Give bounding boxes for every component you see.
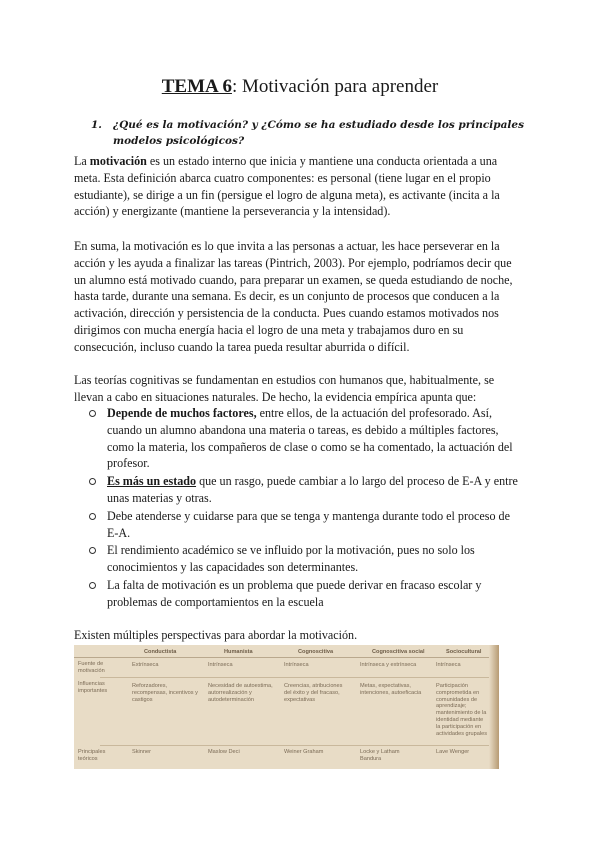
- table-header: [74, 647, 499, 658]
- paragraph-summary: En suma, la motivación es lo que invita a las personas a actuar, les hace perseverar en la acción y les ayuda a finalizar las tareas (Pintrich, 2003). Por ejemplo, podríamos decir que un alumno está motivado cuando, para preparar un examen, se queda estudiando de noche, hasta tarde, durante una semana. Es decir, es un conjunto de procesos que conducen a la activación, dirección y persistencia de la conducta. Pues cuando estamos motivados nos dirigimos con mucha energía hacia el logro de una meta y trabajamos duro en su consecución, incluso cuando la tarea pueda resultar aburrida o difícil.: [74, 239, 513, 354]
- table-header-cell: Cognoscitiva: [298, 649, 334, 655]
- table-row-divider: [100, 677, 499, 678]
- list-item-bold: Es más un estado: [107, 474, 197, 489]
- table-image-shadow-edge: [489, 645, 499, 769]
- page-title: [0, 74, 600, 100]
- table-cell: Lave Wenger: [436, 749, 470, 755]
- title-rest: : Motivación para aprender: [231, 76, 439, 97]
- question-heading: [93, 117, 533, 149]
- bullet-circle-icon: [89, 547, 96, 554]
- list-item: [74, 508, 524, 542]
- table-cell: Weiner Graham: [284, 749, 324, 755]
- table-cell: Participación comprometida en comunidades de aprendizaje; mantenimiento de la identidad mediante la participación en actividades grupales: [436, 683, 487, 737]
- table-row-label: Fuente de motivación: [78, 661, 105, 674]
- list-item-text: La falta de motivación es un problema que puede derivar en fracaso escolar y problemas de comportamientos en la escuela: [107, 577, 482, 609]
- para1-bold-term: motivación: [89, 154, 147, 168]
- question-number: 1.: [91, 119, 102, 131]
- table-header-cell: Sociocultural: [446, 649, 482, 655]
- bullet-circle-icon: [89, 478, 96, 485]
- list-item: [74, 405, 524, 472]
- table-cell: Creencias, atribuciones del éxito y del fracaso, expectativas: [284, 683, 343, 703]
- table-cell: Reforzadores, recompensas, incentivos y castigos: [132, 683, 198, 703]
- table-header-cell: Humanista: [224, 649, 253, 655]
- perspectives-table-image: [74, 645, 499, 769]
- para1-lead: La: [74, 154, 90, 168]
- table-cell: Intrínseca: [284, 662, 309, 668]
- table-cell: Intrínseca: [208, 662, 233, 668]
- table-cell: Metas, expectativas, intenciones, autoeficacia: [360, 683, 422, 696]
- paragraph-perspectives: Existen múltiples perspectivas para abordar la motivación.: [74, 628, 358, 642]
- list-item: [74, 542, 524, 576]
- list-item: [74, 577, 524, 611]
- table-cell: Extrínseca: [132, 662, 159, 668]
- paragraph-cognitive-theories: Las teorías cognitivas se fundamentan en estudios con humanos que, habitualmente, se llevan a cabo en situaciones naturales. De hecho, la evidencia empírica apunta que:: [74, 373, 495, 404]
- table-cell: Necesidad de autoestima, autorrealización y autodeterminación: [208, 683, 273, 703]
- table-row-label: Principales teóricos: [78, 749, 106, 762]
- table-cell: Maslow Deci: [208, 749, 240, 755]
- list-item-text: Debe atenderse y cuidarse para que se tenga y mantenga durante todo el proceso de E-A.: [107, 508, 510, 540]
- question-text: ¿Qué es la motivación? y ¿Cómo se ha estudiado desde los principales modelos psicológicos?: [113, 119, 525, 147]
- bullet-circle-icon: [89, 582, 96, 589]
- list-item-text: que un rasgo, puede cambiar a lo largo del proceso de E-A y entre unas materias y otras.: [107, 474, 518, 505]
- bullet-circle-icon: [89, 410, 96, 417]
- list-item-text: El rendimiento académico se ve influido por la motivación, pues no solo los conocimientos y las capacidades son determinantes.: [107, 543, 475, 575]
- table-cell: Skinner: [132, 749, 151, 755]
- list-item-bold: Depende de muchos factores,: [107, 406, 257, 420]
- list-item-text: entre ellos, de la actuación del profesorado. Así, cuando un alumno abandona una materia o tareas, es debido a múltiples factores, como la materia, los compañeros de clase o como se ha comentado, la actuación del profesor.: [107, 406, 513, 471]
- bullet-circle-icon: [89, 513, 96, 520]
- list-item: [74, 473, 524, 507]
- table-header-cell: Cognoscitiva social: [372, 649, 425, 655]
- table-header-cell: Conductista: [144, 649, 177, 655]
- para1-rest: es un estado interno que inicia y mantiene una conducta orientada a una meta. Esta definición abarca cuatro componentes: es personal (tiene lugar en el propio estudiante), se dirige a un fin (persigue el logro de alguna meta), es activante (incita a la acción) y energizante (mantiene la perseverancia y la intensidad).: [74, 154, 500, 219]
- table-cell: Intrínseca y extrínseca: [360, 662, 417, 668]
- paragraph-definition: [74, 153, 524, 220]
- table-cell: Intrínseca: [436, 662, 461, 668]
- table-cell: Locke y Latham Bandura: [360, 749, 400, 762]
- evidence-list: [74, 405, 524, 612]
- table-row-divider: [100, 745, 499, 746]
- table-row-label: Influencias importantes: [78, 681, 108, 694]
- title-strong: TEMA 6: [161, 76, 232, 97]
